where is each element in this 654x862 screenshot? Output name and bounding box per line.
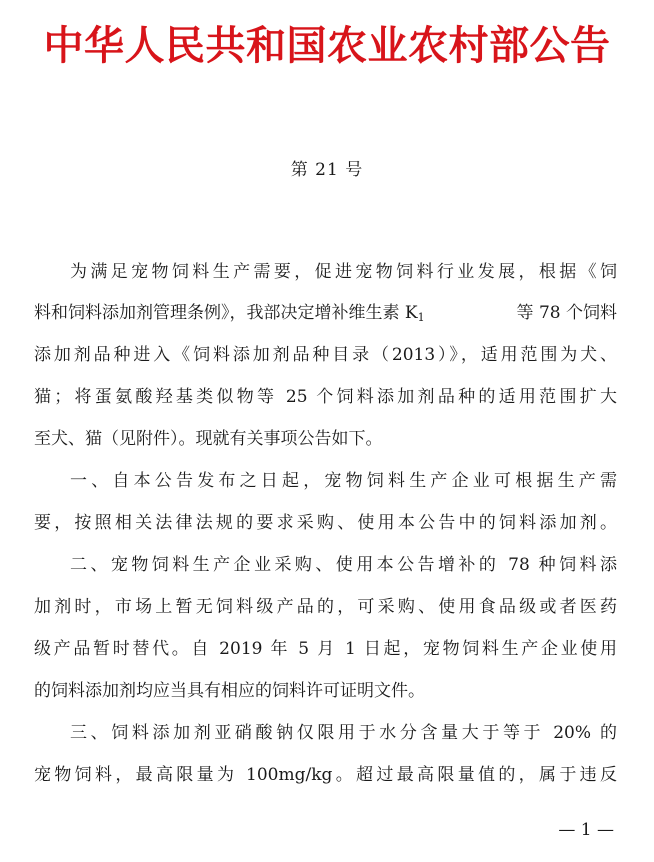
subscript-text: 1	[417, 311, 425, 324]
body-line: 级产品暂时替代。自 2019 年 5 月 1 日起，宠物饲料生产企业使用	[34, 639, 617, 659]
body-line: 三、饲料添加剂亚硝酸钠仅限用于水分含量大于等于 20% 的	[70, 723, 617, 743]
body-line: 为满足宠物饲料生产需要，促进宠物饲料行业发展，根据《饲	[70, 262, 617, 282]
body-line-part: 料和饲料添加剂管理条例》，我部决定增补维生素 K	[34, 303, 418, 323]
body-line: 二、宠物饲料生产企业采购、使用本公告增补的 78 种饲料添	[70, 555, 617, 575]
body-line: 宠物饲料，最高限量为 100mg/kg。超过最高限量值的，属于违反	[34, 765, 617, 785]
body-line-part: 等 78 个饲料	[516, 303, 617, 323]
body-line: 添加剂品种进入《饲料添加剂品种目录（2013）》，适用范围为犬、	[34, 345, 617, 365]
page-number: — 1 —	[558, 820, 614, 840]
body-line: 猫；将蛋氨酸羟基类似物等 25 个饲料添加剂品种的适用范围扩大	[34, 387, 617, 407]
body-line: 要，按照相关法律法规的要求采购、使用本公告中的饲料添加剂。	[34, 513, 617, 533]
body-line: 加剂时，市场上暂无饲料级产品的，可采购、使用食品级或者医药	[34, 597, 617, 617]
page-title: 中华人民共和国农业农村部公告	[43, 22, 611, 69]
body-line: 至犬、猫（见附件）。现就有关事项公告如下。	[34, 429, 383, 449]
body-line: 一、自本公告发布之日起，宠物饲料生产企业可根据生产需	[70, 471, 617, 491]
body-line	[34, 301, 617, 325]
document-number: 第 21 号	[290, 160, 364, 180]
body-line: 的饲料添加剂均应当具有相应的饲料许可证明文件。	[34, 681, 425, 701]
